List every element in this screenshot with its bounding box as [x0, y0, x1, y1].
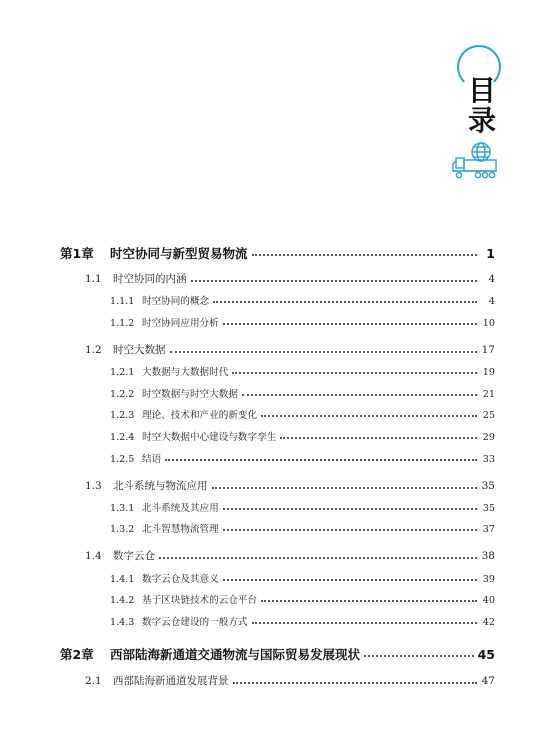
toc-title: 北斗智慧物流管理 [142, 524, 219, 535]
toc-entry[interactable] [85, 271, 495, 286]
toc-leader [212, 487, 478, 489]
title-char-1: 目 [467, 74, 496, 107]
toc-leader [252, 254, 477, 256]
toc-entry[interactable] [110, 407, 495, 421]
toc-entry[interactable] [85, 478, 495, 493]
toc-number: 1.4.3 [110, 617, 135, 628]
toc-title: 西部陆海新通道交通物流与国际贸易发展现状 [110, 647, 361, 662]
toc-entry[interactable] [110, 315, 495, 329]
toc-title: 数字云仓建设的一般方式 [142, 617, 248, 628]
toc-page-number: 40 [482, 595, 495, 606]
toc-leader [223, 579, 477, 581]
toc-number: 第2章 [60, 647, 94, 662]
toc-title: 时空协同与新型贸易物流 [110, 246, 248, 261]
toc-leader [280, 437, 477, 439]
toc-number: 1.4 [85, 550, 102, 562]
toc-number: 1.2.3 [110, 410, 135, 421]
toc-title: 数字云仓及其意义 [142, 574, 219, 585]
toc-entry[interactable] [110, 386, 495, 400]
toc-leader [242, 394, 477, 396]
toc-page-number: 35 [481, 480, 495, 492]
toc-entry[interactable] [60, 645, 495, 663]
toc-number: 1.4.1 [110, 574, 135, 585]
toc-page-number: 33 [482, 454, 495, 465]
toc-number: 1.3.2 [110, 524, 135, 535]
toc-number: 1.1.1 [110, 296, 135, 307]
toc-page-number: 29 [482, 432, 495, 443]
toc-title: 时空协同应用分析 [142, 318, 219, 329]
toc-title: 北斗系统及其应用 [142, 503, 219, 514]
toc-page-number: 19 [482, 367, 495, 378]
toc-leader [223, 508, 477, 510]
toc-title: 数字云仓 [113, 550, 155, 562]
toc-number: 1.2.2 [110, 389, 135, 400]
toc-page-number: 37 [482, 524, 495, 535]
toc-title: 时空大数据中心建设与数字孪生 [142, 432, 277, 443]
toc-leader [364, 655, 474, 657]
toc-entry[interactable] [110, 500, 495, 514]
toc-leader [191, 280, 478, 282]
toc-number: 1.2.5 [110, 454, 135, 465]
toc-leader [170, 351, 478, 353]
toc-entry[interactable] [110, 571, 495, 585]
toc-title: 理论、技术和产业的新变化 [142, 410, 258, 421]
toc-leader [223, 529, 477, 531]
toc-number: 1.1 [85, 273, 102, 285]
toc-page-number: 45 [477, 647, 495, 662]
toc-title: 时空数据与时空大数据 [142, 389, 238, 400]
toc-leader [223, 323, 477, 325]
toc-title: 基于区块链技术的云仓平台 [142, 595, 258, 606]
toc-page-number: 39 [482, 574, 495, 585]
toc-page-number: 4 [488, 273, 495, 285]
toc-number: 1.2.4 [110, 432, 135, 443]
page-title [462, 76, 502, 136]
toc-page-number: 21 [482, 389, 495, 400]
toc-number: 1.1.2 [110, 318, 135, 329]
toc-title: 北斗系统与物流应用 [113, 480, 208, 492]
toc-entry[interactable] [85, 673, 495, 688]
toc-leader [232, 372, 477, 374]
toc-number: 1.3 [85, 480, 102, 492]
toc-leader [252, 622, 477, 624]
toc-title: 结语 [142, 454, 162, 465]
toc-leader [261, 600, 477, 602]
toc-entry[interactable] [85, 548, 495, 563]
toc-leader [261, 415, 477, 417]
toc-entry[interactable] [110, 451, 495, 465]
toc-title: 时空协同的内涵 [113, 273, 187, 285]
toc-entry[interactable] [60, 244, 495, 262]
toc-page-number: 4 [488, 296, 495, 307]
toc-number: 第1章 [60, 246, 94, 261]
title-char-2: 录 [467, 104, 496, 137]
toc-title: 时空大数据 [113, 344, 166, 356]
toc-entry[interactable] [85, 342, 495, 357]
toc-page-number: 35 [482, 503, 495, 514]
toc-entry[interactable] [110, 293, 495, 307]
toc-page-number: 42 [482, 617, 495, 628]
toc-title: 大数据与大数据时代 [142, 367, 229, 378]
toc-title: 时空协同的概念 [142, 296, 210, 307]
toc-entry[interactable] [110, 614, 495, 628]
toc-entry[interactable] [110, 364, 495, 378]
toc-leader [165, 459, 477, 461]
toc-page-number: 10 [482, 318, 495, 329]
toc-page-number: 1 [486, 246, 495, 261]
delivery-truck-globe-icon [452, 140, 500, 182]
toc-number: 2.1 [85, 675, 102, 687]
toc-leader [233, 682, 478, 684]
toc-entry[interactable] [110, 429, 495, 443]
toc-number: 1.3.1 [110, 503, 135, 514]
toc-entry[interactable] [110, 592, 495, 606]
toc-leader [159, 557, 477, 559]
toc-number: 1.2 [85, 344, 102, 356]
toc-page-number: 47 [481, 675, 495, 687]
toc-entry[interactable] [110, 521, 495, 535]
toc-title: 西部陆海新通道发展背景 [113, 675, 229, 687]
toc-number: 1.2.1 [110, 367, 135, 378]
toc-page-number: 38 [481, 550, 495, 562]
toc-page-number: 25 [482, 410, 495, 421]
toc-page-number: 17 [481, 344, 495, 356]
toc-leader [213, 301, 477, 303]
toc-number: 1.4.2 [110, 595, 135, 606]
